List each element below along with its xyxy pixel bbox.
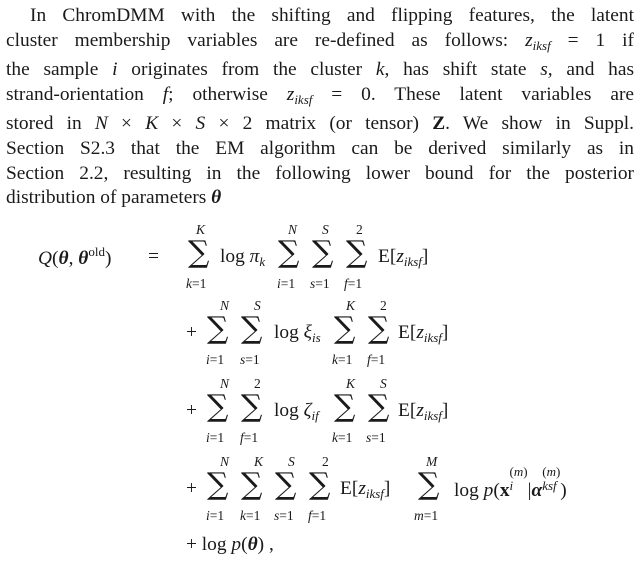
row2-sum4-lower: f=1 xyxy=(367,352,386,367)
equation-equals: = xyxy=(148,246,159,267)
row3-sum2-upper: 2 xyxy=(254,376,261,391)
row2-sum3-lower: k=1 xyxy=(332,352,353,367)
row4-sum1-upper: N xyxy=(220,454,230,469)
summation-icon: ∑ xyxy=(418,467,440,502)
row4-sum1-lower: i=1 xyxy=(206,508,225,523)
paragraph-line-4: strand-orientation f; otherwise $z_{iksf} = 0$. These latent variables are xyxy=(6,83,635,107)
row3-term1: $\log \zeta_{if}$ xyxy=(274,400,319,423)
equation-lhs: Q(θ, $\theta^{old}$) xyxy=(38,244,112,269)
summation-icon: ∑ xyxy=(334,311,356,346)
row2-term2: $E[z_{iksf}]$ xyxy=(398,322,449,345)
paragraph-line-6: Section S2.3 that the EM algorithm can be derived similarly as in xyxy=(6,137,634,159)
body-paragraph xyxy=(6,4,634,211)
row1-sum3-upper: S xyxy=(322,222,329,237)
summation-icon: ∑ xyxy=(346,235,368,270)
summation-icon: ∑ xyxy=(275,467,297,502)
summation-icon: ∑ xyxy=(368,389,390,424)
summation-icon: ∑ xyxy=(334,389,356,424)
summation-icon: ∑ xyxy=(312,235,334,270)
row2-sum3-upper: K xyxy=(346,298,356,313)
row3-sum3-lower: k=1 xyxy=(332,430,353,445)
row4-sum4-lower: f=1 xyxy=(308,508,327,523)
summation-icon: ∑ xyxy=(278,235,300,270)
row4-sum2-lower: k=1 xyxy=(240,508,261,523)
summation-icon: ∑ xyxy=(207,311,229,346)
row2-sum1-lower: i=1 xyxy=(206,352,225,367)
row3-sum4-lower: s=1 xyxy=(366,430,386,445)
row4-sum4-upper: 2 xyxy=(322,454,329,469)
row3-sum2-lower: f=1 xyxy=(240,430,259,445)
row4-term1: $E[z_{iksf}]$ xyxy=(340,478,391,501)
row1-term1: $\log \pi_k$ xyxy=(220,246,266,269)
row2-sum2-upper: S xyxy=(254,298,261,313)
row3-sum1-lower: i=1 xyxy=(206,430,225,445)
row1-sum2-upper: N xyxy=(288,222,298,237)
row2-sum4-upper: 2 xyxy=(380,298,387,313)
paragraph-line-2: cluster membership variables are re-defined as follows: $z_{iksf} = 1$ if xyxy=(6,29,634,53)
row4-sum5-upper: M xyxy=(426,454,438,469)
row2-plus: + xyxy=(186,322,197,343)
row3-term2: $E[z_{iksf}]$ xyxy=(398,400,449,423)
row4-sum3-lower: s=1 xyxy=(274,508,294,523)
row4-sum5-lower: m=1 xyxy=(414,508,439,523)
paragraph-line-8: distribution of parameters θ xyxy=(6,187,222,209)
row5-term: + log p(θ) , xyxy=(186,534,274,555)
row2-sum1-upper: N xyxy=(220,298,230,313)
summation-icon: ∑ xyxy=(368,311,390,346)
row2-term1: $\log \xi_{is}$ xyxy=(274,322,321,345)
row4-term2: log p(x (m) i |α (m) ksf ) xyxy=(454,464,567,501)
summation-icon: ∑ xyxy=(241,389,263,424)
row1-sum4-lower: f=1 xyxy=(344,276,363,291)
paragraph-line-5: stored in N × K × S × 2 matrix (or tensor) Z. We show in Suppl. xyxy=(6,113,635,135)
row4-plus: + xyxy=(186,478,197,499)
row1-term2: $E[z_{iksf}]$ xyxy=(378,246,429,269)
row4-sum2-upper: K xyxy=(254,454,264,469)
row3-sum3-upper: K xyxy=(346,376,356,391)
summation-icon: ∑ xyxy=(188,235,210,270)
row1-sum1-upper: K xyxy=(196,222,206,237)
summation-icon: ∑ xyxy=(207,389,229,424)
row3-plus: + xyxy=(186,400,197,421)
paragraph-line-3: the sample i originates from the cluster k, has shift state s, and has xyxy=(6,59,634,81)
row1-sum4-upper: 2 xyxy=(356,222,363,237)
paragraph-line-7: Section 2.2, resulting in the following lower bound for the posterior xyxy=(6,162,634,184)
summation-icon: ∑ xyxy=(241,467,263,502)
row3-sum1-upper: N xyxy=(220,376,230,391)
row3-sum4-upper: S xyxy=(380,376,387,391)
row1-sum2-lower: i=1 xyxy=(277,276,296,291)
row4-sum3-upper: S xyxy=(288,454,295,469)
paragraph-line-1: In ChromDMM with the shifting and flipping features, the latent xyxy=(30,5,634,26)
summation-icon: ∑ xyxy=(207,467,229,502)
summation-icon: ∑ xyxy=(241,311,263,346)
row1-sum1-lower: k=1 xyxy=(186,276,207,291)
row2-sum2-lower: s=1 xyxy=(240,352,260,367)
row1-sum3-lower: s=1 xyxy=(310,276,330,291)
summation-icon: ∑ xyxy=(309,467,331,502)
